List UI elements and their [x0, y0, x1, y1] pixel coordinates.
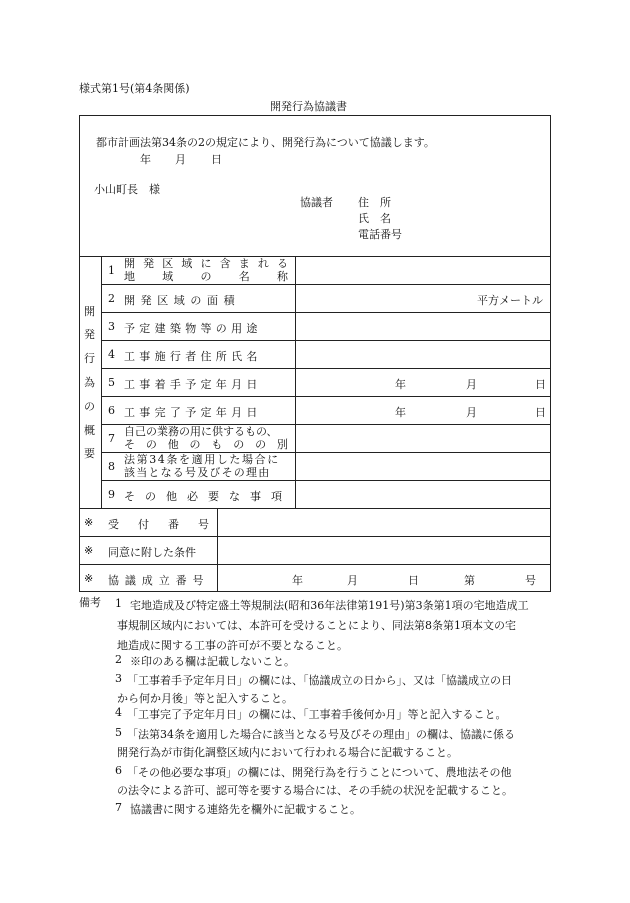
- agreement-month: 月: [347, 574, 358, 587]
- row-2-unit[interactable]: 平方メートル: [477, 294, 543, 307]
- row-6-year: 年: [395, 406, 406, 419]
- agreement-day: 日: [408, 574, 419, 587]
- row-3-label: 予定建築物等の用途: [124, 322, 262, 335]
- row-7-number: 7: [108, 432, 115, 445]
- receipt-number-label: 受 付 番 号: [108, 518, 213, 531]
- name-label: 氏 名: [358, 212, 391, 225]
- row-9-number: 9: [108, 488, 115, 501]
- receipt-mark: ※: [84, 516, 94, 529]
- phone-label: 電話番号: [358, 228, 402, 241]
- row-1-label: 開 発 区 域 に 含 ま れ る 地 域 の 名 称: [124, 257, 288, 283]
- addressee: 小山町長 様: [94, 183, 160, 196]
- applicant-label: 協議者: [300, 196, 333, 209]
- address-label: 住 所: [358, 196, 391, 209]
- row-8-label: 法第34条を適用した場合に 該当となる号及びその理由: [124, 453, 280, 479]
- agreement-go: 号: [525, 574, 536, 587]
- row-6-number: 6: [108, 404, 115, 417]
- row-7-label: 自己の業務の用に供するもの、 そ の 他 の も の の 別: [124, 425, 288, 451]
- row-5-month: 月: [466, 378, 477, 391]
- row-8-number: 8: [108, 460, 115, 473]
- row-5-year: 年: [395, 378, 406, 391]
- row-2-label: 開発区域の面積: [124, 294, 241, 307]
- date-month: 月: [175, 153, 186, 166]
- row-6-month: 月: [466, 406, 477, 419]
- agreement-mark: ※: [84, 572, 94, 585]
- row-5-day: 日: [535, 378, 546, 391]
- row-5-number: 5: [108, 376, 115, 389]
- row-5-label: 工事着手予定年月日: [124, 378, 262, 391]
- conditions-label: 同意に附した条件: [108, 546, 196, 559]
- form-number: 様式第1号(第4条関係): [79, 82, 190, 95]
- row-2-number: 2: [108, 292, 115, 305]
- row-1-number: 1: [108, 264, 115, 277]
- row-6-label: 工事完了予定年月日: [124, 406, 262, 419]
- agreement-dai: 第: [464, 574, 475, 587]
- notes-heading: 備考: [79, 596, 101, 609]
- row-4-label: 工事施行者住所氏名: [124, 350, 262, 363]
- row-4-number: 4: [108, 348, 115, 361]
- row-6-day: 日: [535, 406, 546, 419]
- document-title: 開発行為協議書: [270, 100, 347, 113]
- agreement-number-label: 協 議 成 立 番 号: [108, 574, 205, 587]
- date-day: 日: [211, 153, 222, 166]
- agreement-year: 年: [292, 574, 303, 587]
- date-year: 年: [140, 153, 151, 166]
- intro-text: 都市計画法第34条の2の規定により、開発行為について協議します。: [96, 136, 435, 149]
- row-3-number: 3: [108, 320, 115, 333]
- conditions-mark: ※: [84, 544, 94, 557]
- row-9-label: その他必要な事項: [124, 490, 292, 503]
